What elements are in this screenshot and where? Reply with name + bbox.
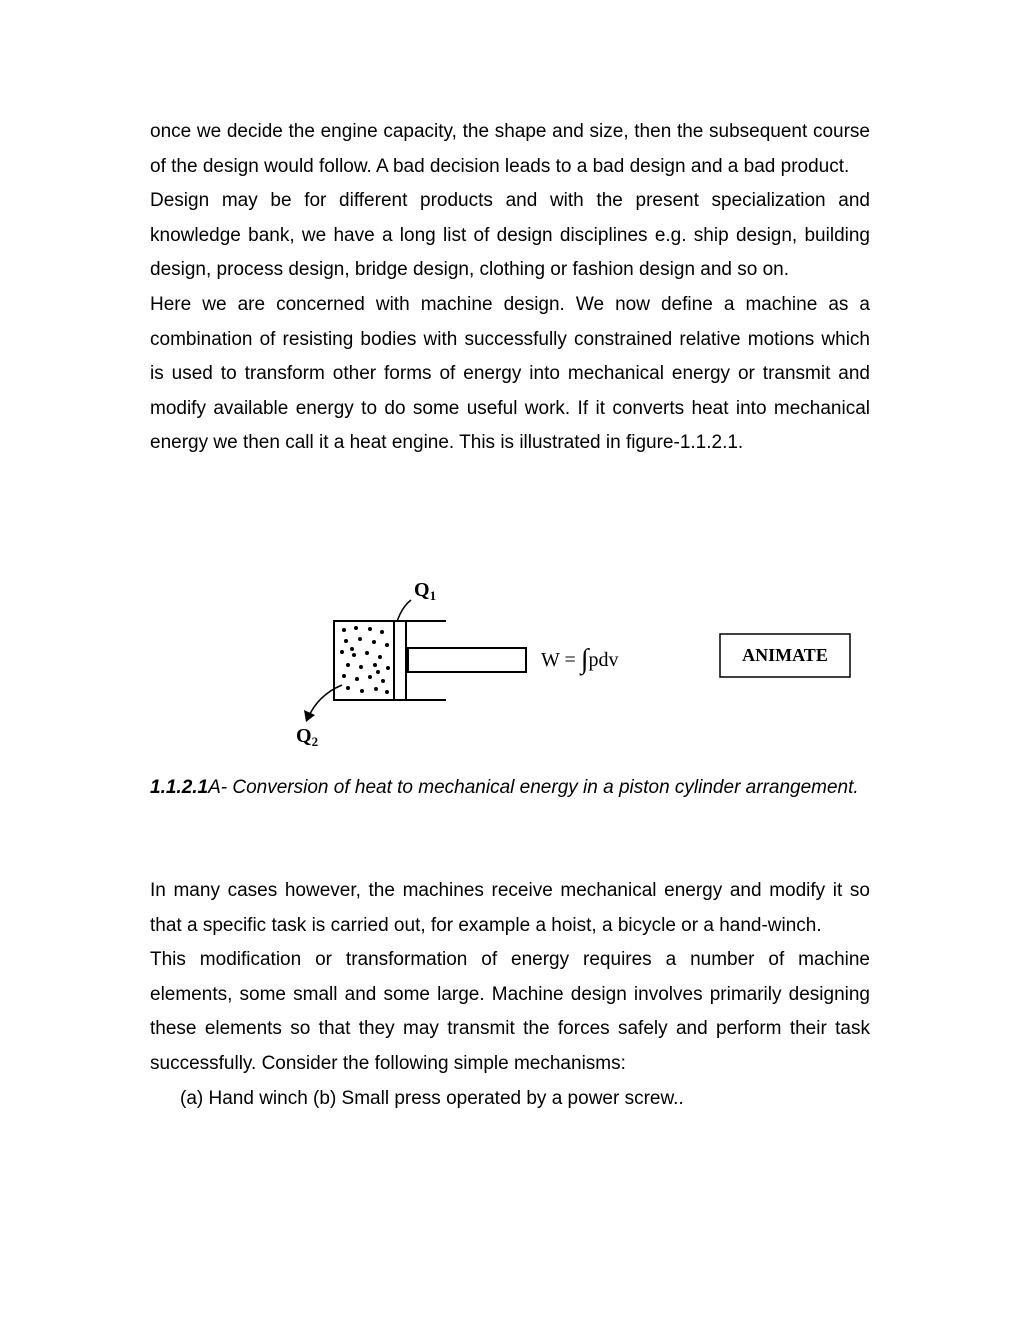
- work-equation: W = ∫pdv: [541, 644, 619, 675]
- paragraph-engine-capacity: once we decide the engine capacity, the shape and size, then the subsequent course of the design would follow. A bad decision leads to a bad design and a bad product.: [150, 121, 870, 177]
- cylinder-chamber: [334, 621, 394, 700]
- q1-label: $Q_1$: [414, 579, 437, 603]
- caption-text: A- Conversion of heat to mechanical energy in a piston cylinder arrangement.: [208, 777, 859, 798]
- piston-cylinder-figure: [290, 570, 870, 755]
- caption-number: 1.1.2.1: [150, 777, 209, 798]
- figure-caption: [150, 771, 870, 806]
- text-block-lower: [150, 874, 870, 1116]
- q2-label: $Q_2$: [296, 725, 319, 749]
- animate-button-label: ANIMATE: [742, 645, 828, 665]
- paragraph-mechanical-energy: In many cases however, the machines receive mechanical energy and modify it so that a specific task is carried out, for example a hoist, a bicycle or a hand-winch.: [150, 880, 870, 936]
- paragraph-machine-definition: Here we are concerned with machine design. We now define a machine as a combination of resisting bodies with successfully constrained relative motions which is used to transform other forms of energy into mechanical energy or transmit and modify available energy to do some useful work. If it converts heat into mechanical energy we then call it a heat engine. This is illustrated in figure-1.1.2.1.: [150, 293, 870, 454]
- mechanisms-list: (a) Hand winch (b) Small press operated by a power screw..: [180, 1087, 684, 1109]
- paragraph-design-disciplines: Design may be for different products and with the present specialization and knowledge bank, we have a long list of design disciplines e.g. ship design, building design, process design, bridge design, clothing or fashion design and so on.: [150, 190, 870, 281]
- paragraph-machine-elements: This modification or transformation of energy requires a number of machine elements, some small and some large. Machine design involves primarily designing these elements so that they may transmit the forces safely and perform their task successfully. Consider the following simple mechanisms:: [150, 949, 870, 1074]
- heat-out-arrowhead: [304, 710, 315, 722]
- text-block-upper: [150, 115, 870, 461]
- animate-button[interactable]: [720, 634, 850, 677]
- piston-rod: [408, 648, 526, 672]
- piston-head: [394, 621, 406, 700]
